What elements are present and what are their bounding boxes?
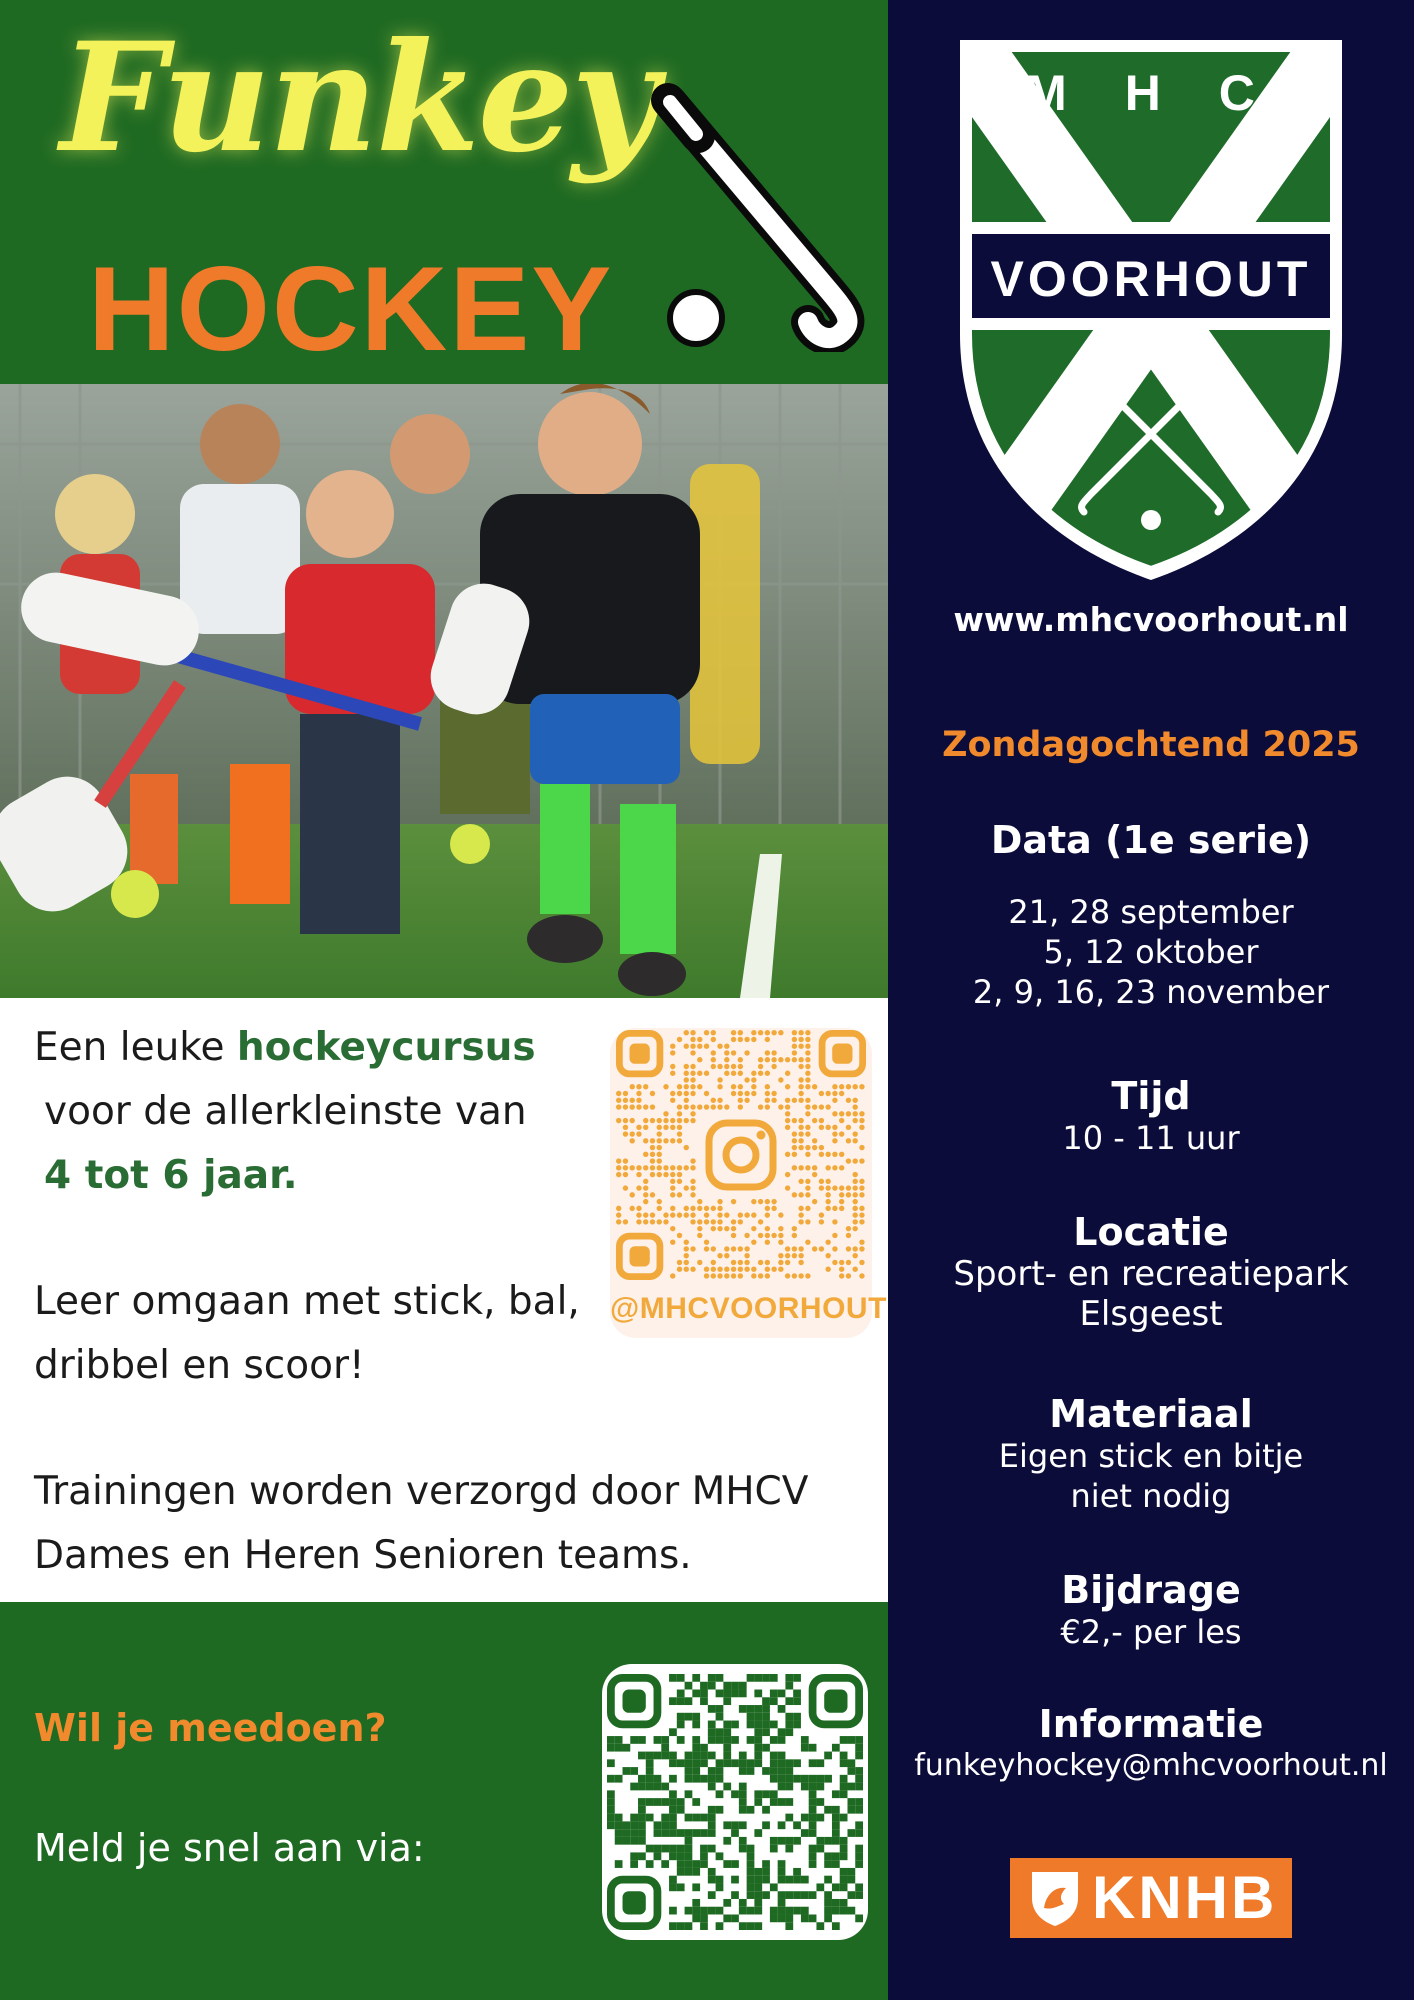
intro-section xyxy=(0,998,888,1602)
location-line: Elsgeest xyxy=(1079,1294,1223,1334)
instagram-qr-card[interactable] xyxy=(610,1028,887,1338)
dates-section xyxy=(888,818,1414,1012)
information-heading: Informatie xyxy=(1038,1702,1264,1746)
location-line: Sport- en recreatiepark xyxy=(953,1254,1349,1294)
funkey-title: Funkey xyxy=(60,10,657,186)
intro-text: Een leuke xyxy=(34,1025,237,1070)
dates-line: 5, 12 oktober xyxy=(1043,933,1259,971)
material-heading: Materiaal xyxy=(1049,1392,1253,1436)
instagram-qr-code[interactable] xyxy=(616,1030,866,1280)
dates-line: 2, 9, 16, 23 november xyxy=(972,973,1330,1011)
contribution-value: €2,- per les xyxy=(1060,1613,1242,1651)
info-sidebar xyxy=(888,0,1414,2000)
dates-heading: Data (1e serie) xyxy=(990,818,1312,862)
kids-hockey-photo xyxy=(0,384,888,998)
intro-paragraph xyxy=(34,1016,594,1208)
instagram-handle: @MHCVOORHOUT xyxy=(610,1292,887,1325)
signup-qr-code[interactable] xyxy=(607,1674,863,1930)
knhb-label: KNHB xyxy=(1092,1864,1278,1931)
contribution-section xyxy=(888,1568,1414,1652)
season-title: Zondagochtend 2025 xyxy=(942,725,1360,765)
club-crest-logo xyxy=(956,34,1346,584)
signup-qr-card[interactable] xyxy=(602,1664,868,1940)
age-range: 4 tot 6 jaar. xyxy=(44,1153,298,1198)
signup-question: Wil je meedoen? xyxy=(34,1706,387,1750)
instagram-icon xyxy=(709,1123,773,1187)
material-line: Eigen stick en bitje xyxy=(998,1437,1304,1475)
location-section xyxy=(888,1210,1414,1334)
contact-email-link[interactable]: funkeyhockey@mhcvoorhout.nl xyxy=(914,1748,1388,1783)
course-highlight: hockeycursus xyxy=(236,1025,536,1070)
time-value: 10 - 11 uur xyxy=(1062,1119,1240,1157)
trainers-text: Trainingen worden verzorgd door MHCV Dames en Heren Senioren teams. xyxy=(34,1469,809,1578)
title-banner xyxy=(0,0,888,384)
crest-letters: M H C xyxy=(1025,65,1277,121)
material-section xyxy=(888,1392,1414,1516)
contribution-heading: Bijdrage xyxy=(1061,1568,1241,1612)
hockey-title: HOCKEY xyxy=(88,242,614,376)
knhb-shield-icon xyxy=(1028,1868,1082,1928)
hockey-stick-icon xyxy=(640,82,880,352)
intro-line-1 xyxy=(34,1016,594,1080)
skills-text: Leer omgaan met stick, bal, dribbel en scoor! xyxy=(34,1279,580,1388)
material-line: niet nodig xyxy=(1070,1477,1232,1515)
intro-line-2: voor de allerkleinste van xyxy=(44,1089,527,1134)
signup-text: Meld je snel aan via: xyxy=(34,1826,425,1870)
signup-section xyxy=(0,1602,888,2000)
time-section xyxy=(888,1074,1414,1158)
information-section xyxy=(888,1702,1414,1786)
location-heading: Locatie xyxy=(1073,1210,1229,1254)
club-website-link[interactable]: www.mhcvoorhout.nl xyxy=(953,600,1349,639)
time-heading: Tijd xyxy=(1111,1074,1191,1118)
knhb-logo xyxy=(1010,1858,1292,1938)
dates-line: 21, 28 september xyxy=(1008,893,1294,931)
crest-club-name: VOORHOUT xyxy=(990,251,1312,307)
